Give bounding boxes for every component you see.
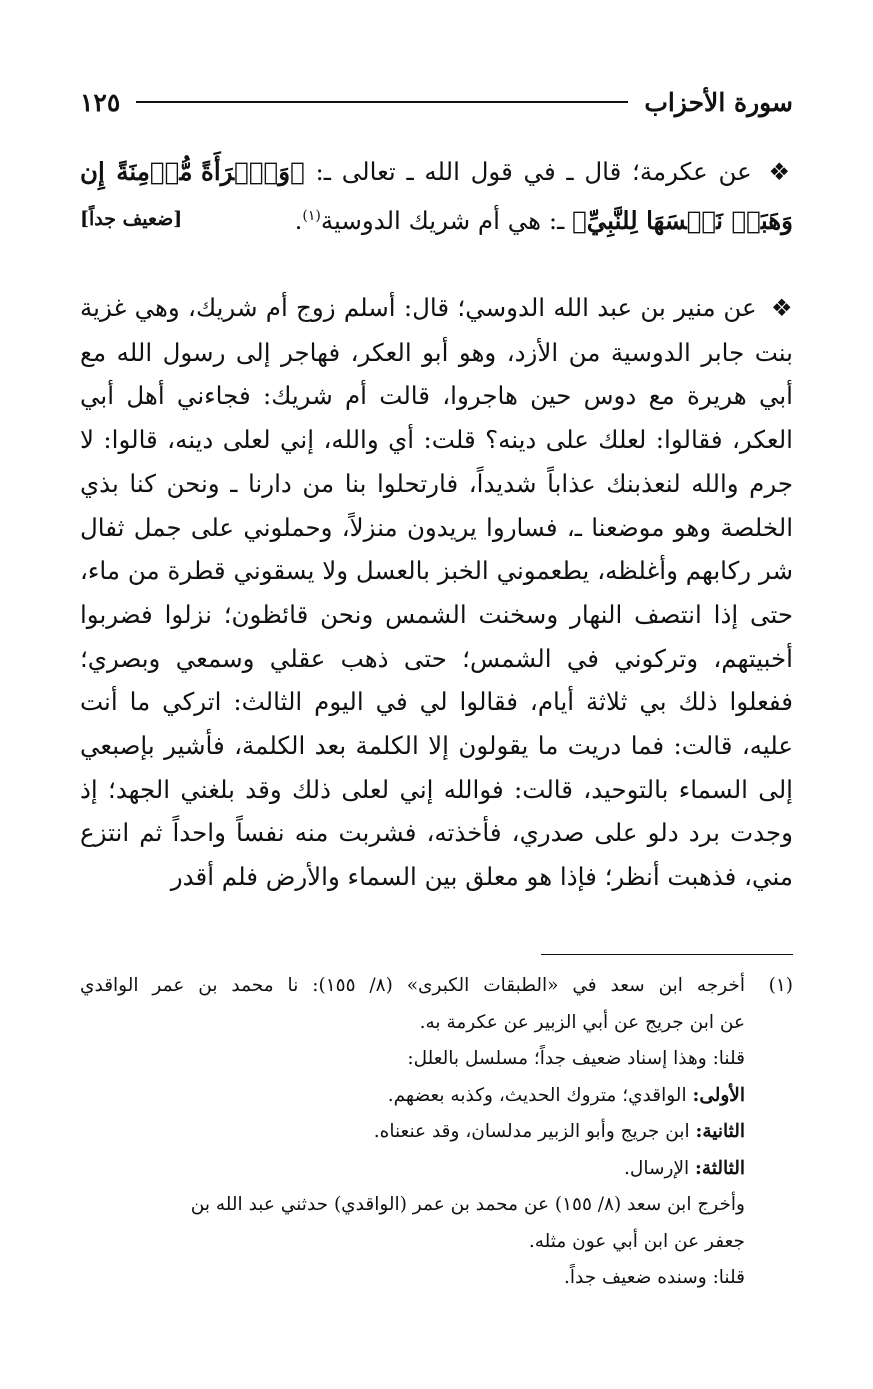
header-rule [136,101,628,103]
bullet-ornament-icon: ❖ [768,158,793,186]
bullet-ornament-icon: ❖ [770,294,793,322]
footnote-line: قلنا: وهذا إسناد ضعيف جداً؛ مسلسل بالعلل: [407,1048,745,1069]
footnote-line: الثالثة: الإرسال. [624,1157,745,1179]
quran-verse: ﴿وَٱمۡرَأَةً مُّؤۡمِنَةً إِن وَهَبَتۡ نَفۡسَهَا لِلنَّبِيِّ﴾ [80,157,793,236]
defect-label: الثانية: [695,1121,745,1142]
narration-ikrimah: ❖ عن عكرمة؛ قال ـ في قول الله ـ تعالى ـ: ﴿وَٱمۡرَأَةً مُّؤۡمِنَةً إِن وَهَبَتۡ نَفۡسَهَا لِلنَّبِيِّ﴾ ـ: هي أم شريك الدوسية$^{(١)}$. [ضعيف جداً] [80,150,793,243]
footnote-number: (١) [768,975,793,996]
footnotes [80,968,793,1297]
narration-tail: ـ: هي أم شريك الدوسية [320,206,565,236]
page-header [80,80,793,124]
footnote-line: الأولى: الواقدي؛ متروك الحديث، وكذبه بعضهم. [387,1084,745,1106]
footnote-line: عن ابن جريج عن أبي الزبير عن عكرمة به. [419,1011,745,1033]
narration-lead: عن عكرمة؛ قال ـ في قول الله ـ تعالى ـ: [315,157,752,186]
footnote-separator [541,954,793,955]
defect-label: الأولى: [692,1084,745,1106]
footnote-line: جعفر عن ابن أبي عون مثله. [528,1230,745,1252]
page-number: ١٢٥ [80,87,121,117]
footnote-ref: (١) [302,208,321,224]
defect-label: الثالثة: [695,1157,745,1179]
footnote-line: الثانية: ابن جريج وأبو الزبير مدلسان، وقد عنعناه. [373,1121,745,1142]
footnote-line: (١)أخرجه ابن سعد في «الطبقات الكبرى» (٨/ ١٥٥): نا محمد بن عمر الواقدي [80,968,793,1005]
narration-munir [80,286,793,899]
narration-text: عن منير بن عبد الله الدوسي؛ قال: أسلم زوج أم شريك، وهي غزية بنت جابر الدوسية من الأزد، وهو أبو العكر، فهاجر إلى رسول الله مع أبي هريرة مع دوس حين هاجروا، قالت أم شريك: فجاءني أهل أبي العكر، فقالوا: لعلك على دينه؟ قلت: أي والله، إني لعلى دينه، قالوا: لا جرم والله لنعذبنك عذاباً شديداً، فارتحلوا بنا من دارنا ـ ونحن كنا بذي الخلصة وهو موضعنا ـ، فساروا يريدون منزلاً، وحملوني على جمل ثفال شر ركابهم وأغلظه، يطعموني الخبز بالعسل ولا يسقوني قطرة من ماء، حتى إذا انتصف النهار وسخنت الشمس ونحن قائظون؛ نزلوا فضربوا أخبيتهم، وتركوني في الشمس؛ حتى ذهب عقلي وسمعي وبصري؛ ففعلوا ذلك بي ثلاثة أيام، فقالوا لي في اليوم الثالث: اتركي ما أنت عليه، قالت: فما دريت ما يقولون إلا الكلمة بعد الكلمة، فأشير بإصبعي إلى السماء بالتوحيد، قالت: فوالله إني لعلى ذلك وقد بلغني الجهد؛ إذ وجدت برد دلو على صدري، فأخذته، فشربت منه نفساً واحداً ثم انتزع مني، فذهبت أنظر؛ فإذا هو معلق بين السماء والأرض فلم أقدر [80,293,793,892]
footnote-line: قلنا: وسنده ضعيف جداً. [563,1267,745,1288]
hadith-grade: [ضعيف جداً] [80,208,183,230]
footnote-line: وأخرج ابن سعد (٨/ ١٥٥) عن محمد بن عمر (الواقدي) حدثني عبد الله بن [190,1194,745,1215]
surah-title: سورة الأحزاب [644,87,793,117]
